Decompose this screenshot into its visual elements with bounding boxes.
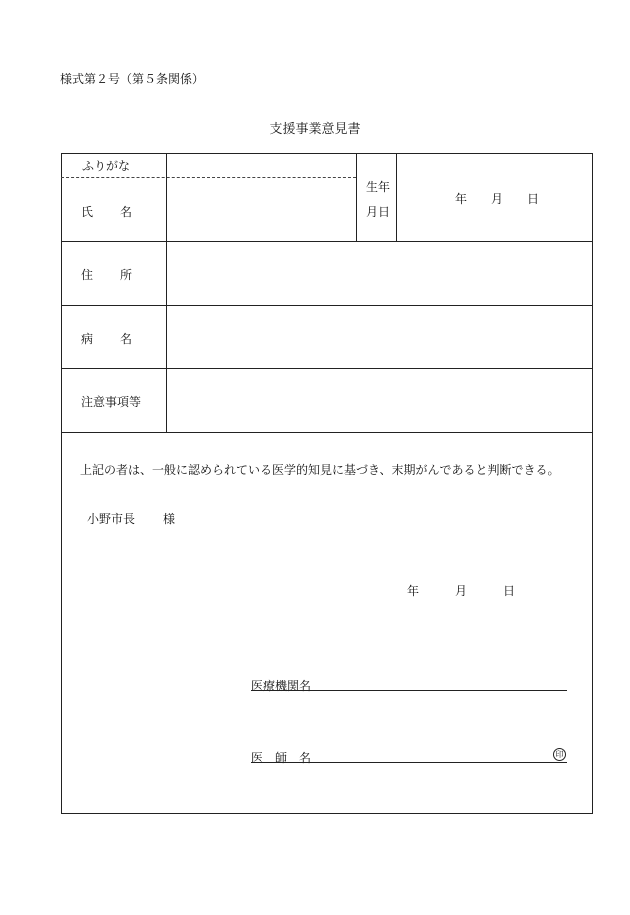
institution-signature-line [251, 690, 567, 691]
label-column-divider [166, 153, 167, 432]
document-title: 支援事業意見書 [269, 122, 361, 137]
birth-date-field: 年 月 日 [455, 192, 540, 206]
birth-label-line2: 月日 [366, 205, 391, 219]
furigana-label: ふりがな [82, 159, 131, 173]
doctor-signature-line [251, 762, 567, 763]
form-table [61, 153, 593, 814]
birth-column-right-divider [396, 153, 397, 241]
name-label: 氏名 [81, 205, 160, 219]
address-label: 住所 [81, 268, 160, 282]
doctor-label: 医師名 [251, 751, 324, 765]
row-divider-disease [61, 368, 593, 369]
institution-label: 医療機関名 [251, 679, 312, 693]
addressee [87, 510, 175, 527]
form-number: 様式第２号（第５条関係） [60, 72, 205, 86]
honorific: 様 [163, 512, 176, 526]
row-divider-address [61, 305, 593, 306]
furigana-divider [61, 177, 356, 178]
disease-label: 病名 [81, 332, 160, 346]
birth-column-left-divider [356, 153, 357, 241]
statement-text: 上記の者は、一般に認められている医学的知見に基づき、末期がんであると判断できる。 [80, 463, 560, 477]
birth-label-line1: 生年 [366, 180, 391, 194]
sign-date-field: 年 月 日 [407, 584, 516, 598]
seal-icon: 印 [553, 748, 566, 761]
row-divider-name [61, 241, 593, 242]
row-divider-notes [61, 432, 593, 433]
notes-label: 注意事項等 [81, 395, 142, 409]
addressee-name: 小野市長 [87, 512, 136, 526]
